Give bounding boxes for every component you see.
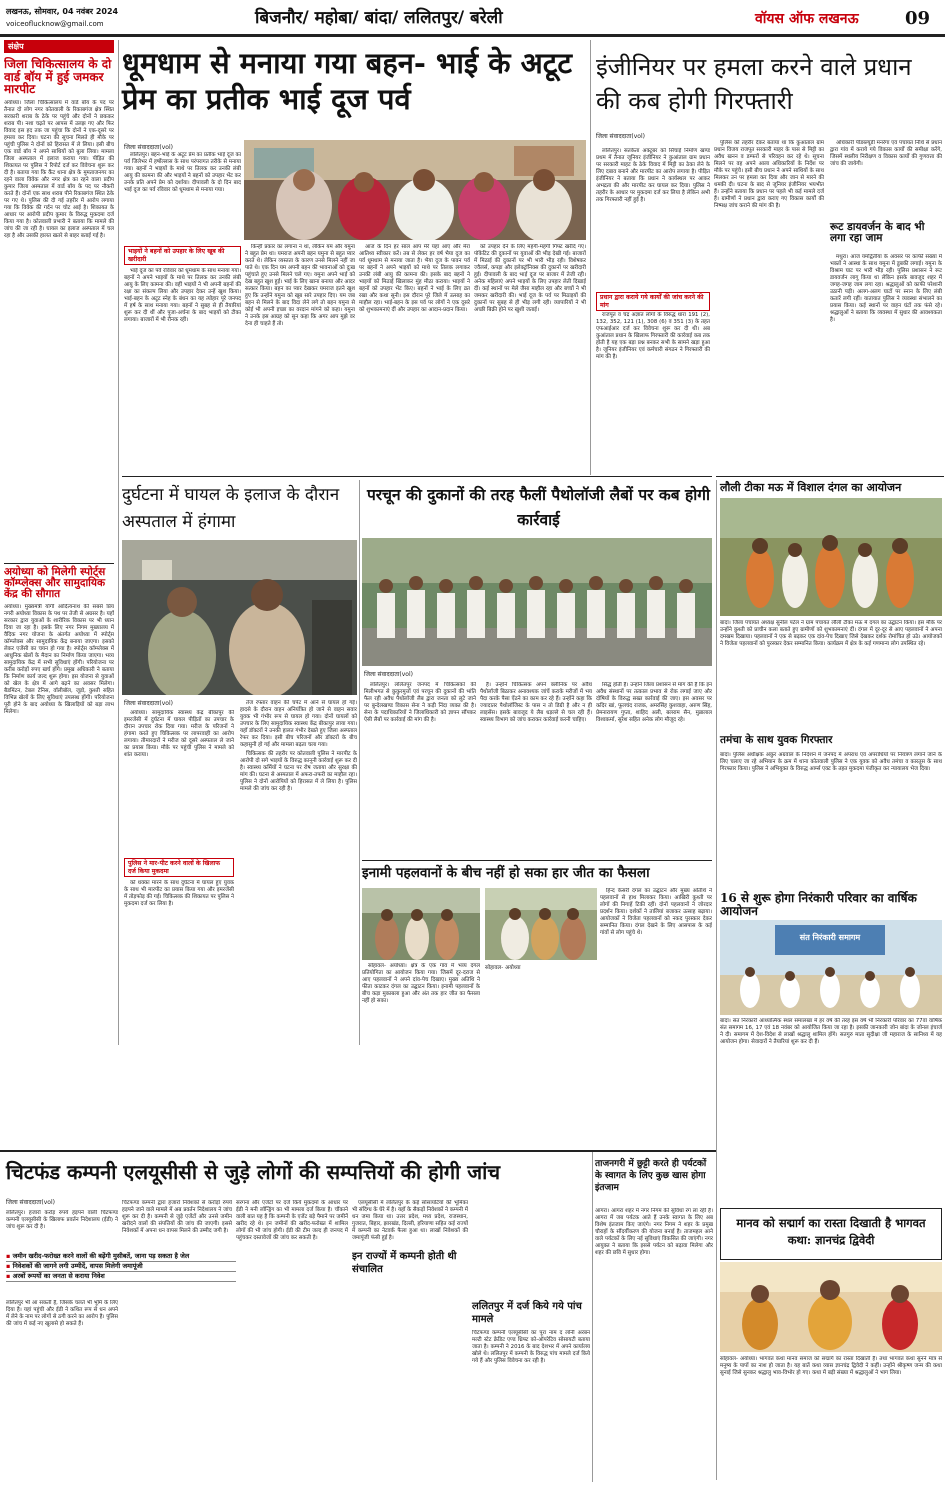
- arrest-headline: तमंचा के साथ युवक गिरफ्तार: [720, 734, 833, 746]
- accident-col3-text: चिकित्सक की तहरीर पर कोतवाली पुलिस ने मारपीट के आरोपी दो सगे भाइयों के विरुद्ध कानूनी कार्रवाई शुरू कर दी है। स्वास्थ्य कर्मियों ने घटना पर रोष जताया और सुरक्षा की मांग की। घटना से अस्पताल में अफरा-तफरी का माहौल रहा। पुलिस ने दोनों आरोपियों को हिरासत में ले लिया है। पुलिस मामले की जांच कर रही है।: [240, 751, 357, 792]
- chitfund-col3: सरगना और एजेंटों पर दर्ज किये मुकदमों के आधार पर ईडी ने मनी लॉन्ड्रिंग का भी मामला दर्ज किया है। चौंकाने वाली बात यह है कि कम्पनी के एजेंट बड़े पैमाने पर जमीनें खरीद रहे थे। इन जमीनों की खरीद-फरोख्त में शामिल लोगों की भी जांच होगी। ईडी की टीम जल्द ही जनपद में पहुंचकर दस्तावेजों की जांच कर सकती है।: [236, 1200, 348, 1241]
- hospital-photo: [122, 540, 357, 695]
- accident-col1-text: अयोध्या। सामुदायिक स्वास्थ्य केंद्र बीकापुर की इमरजेंसी में दुर्घटना में घायल पीड़ितों का उपचार के दौरान उपचार रोक दिया गया। मरीज के परिजनों ने हंगामा करते हुए चिकित्सक पर लापरवाही का आरोप लगाया। तीमारदारों ने मरीज को दूसरे अस्पताल ले जाने का प्रयास किया। मौके पर पहुंची पुलिस ने मामले को शांत कराया।: [124, 710, 234, 758]
- pathology-col1-text: ललितपुर। ललितपुर जनपद में चिकित्सकों की मिलीभगत से कुकुरमुत्तों एवं परचून की दुकानों की भांति फैल रही अवैध पैथोलॉजी लैब द्वारा जनता को लूटे जाने पर बुन्देलखण्ड विकास सेना ने कड़ी निंदा व्यक्त की है। सेना के पदाधिकारियों ने जिलाधिकारी को ज्ञापन सौंपकर ऐसी लैबों पर कार्रवाई की मांग की है।: [364, 682, 476, 723]
- engineer-subhead: प्रधान द्वारा कराये गये कार्यों की जांच करने की मांग: [596, 292, 710, 311]
- dangal-text: बांदा। जिला पंचायत अध्यक्ष सुनील पटेल ने ग्राम पंचायत लौली टीका मऊ में दंगल का उद्घाटन किया। इस मौके पर उन्होंने कुश्ती को प्राचीन कला बताते हुए ग्रामीणों को शुभकामनाएं दीं। दंगल में दूर-दूर से आए पहलवानों ने अपना दमखम दिखाया। पहलवानों ने एक से बढ़कर एक दांव-पेच दिखाए जिसे देखकर दर्शक रोमांचित हो उठे। आयोजकों ने विजेता पहलवानों को पुरस्कार देकर सम्मानित किया। कार्यक्रम में क्षेत्र के कई गणमान्य लोग उपस्थित रहे।: [720, 620, 942, 647]
- lead-col2-text: किन्हीं प्रकार का लगाना न था, लेकिन यम और यमुना ने बहुत प्रेम था। यमराज अपनी बहन यमुना से बहुत प्यार करते थे। लेकिन व्यस्तता के कारण उनसे मिलने नहीं जा पाते थे। एक दिन यम अपनी बहन की भावनाओं को दुःख पहुंचाते हुए उनसे मिलने चले गए। यमुना अपने भाई को देख बहुत खुश हुईं। भाई के लिए खाना बनाया और आदर सत्कार किया। बहन का प्यार देखकर यमराज इतने खुश हुए कि उन्होंने यमुना को खूब सारे उपहार दिए। यम जब बहन से मिलने के बाद विदा लेने लगे तो बहन यमुना से कोई भी अपनी इच्छा का वरदान मांगने को कहा। यमुना ने उनके इस आग्रह को सुन कहा कि अगर आप मुझे वर देना ही चाहते हैं तो।: [245, 244, 355, 327]
- bhagwat-text: सोहावल- अयोध्या। भागवत कथा मानव समाज को सद्मार्ग का रास्ता दिखाती है। तथा भागवत कथा सुनने मात्र से मनुष्य के पापों का नाश हो जाता है। यह बातें कथा व्यास ज्ञानचंद्र द्विवेदी ने कहीं। उन्होंने श्रीकृष्ण जन्म की कथा सुनाई जिसे सुनकर श्रद्धालु भाव-विभोर हो गए। कथा में बड़ी संख्या में श्रद्धालुओं ने भाग लिया।: [720, 1356, 942, 1376]
- masthead-email: voiceoflucknow@gmail.com: [6, 20, 104, 28]
- chitfund-col4-text: एलयूसीसी में ललितपुर के कई सोसायटियों की भूमिका भी संदिग्ध के घेरे में है। यहाँ के सैकड़ों निवेशकों ने कम्पनी में धन जमा किया था। उत्तर प्रदेश, मध्य प्रदेश, राजस्थान, गुजरात, बिहार, झारखंड, दिल्ली, हरियाणा सहित कई राज्यों में कम्पनी का नेटवर्क फैला हुआ था। लाखों निवेशकों की जमापूंजी फंसी हुई है।: [352, 1200, 468, 1241]
- samagam-banner: संत निरंकारी समागम: [799, 933, 861, 942]
- masthead-cities: बिजनौर/ महोबा/ बांदा/ ललितपुर/ बरेली: [255, 8, 503, 28]
- brief-text-1: अयोध्या। जिला चिकित्सालय में वार्ड बॉय के पद पर तैनात दो लोग नगर कोतवाली के रिकाबगंज क्षेत्र स्थित सरकारी शराब के ठेके पर पहुंचे और दोनों ने छककर शराब पी। नशा चढ़ते पर आपस में उलझ गए और फिर विवाद इस हद तक जा पहुंचा कि दोनों ने एक-दूसरे पर हमला कर दिया। घटना की सूचना मिलते ही मौके पर पहुंची पुलिस ने दोनों को हिरासत में ले लिया। इसी बीच एक वार्ड बॉय ने अपने साथियों को बुला लिया। मामला जिला अस्पताल में इलाज कराया गया। पीड़ित की शिकायत पर पुलिस ने रिपोर्ट दर्ज कर विवेचना शुरू कर दी है। बताया गया कि कैंट थाना क्षेत्र के मुमताजनगर का रहने वाला विवेक और नगर क्षेत्र का रहने वाला प्रदीप कुमार जिला अस्पताल में वार्ड बॉय के पद पर नौकरी करते हैं। दोनों एक साथ शराब पीने रिकाबगंज स्थित ठेके पर गए थे। पुलिस की दी गई तहरीर में आरोप लगाया गया कि विवेक की गर्दन पर चोट आई है। शिकायत के आधार पर आरोपी प्रदीप कुमार के विरुद्ध मुकदमा दर्ज किया गया है। कोतवाली प्रभारी ने बताया कि मामले की जांच की जा रही है। घायल का इलाज अस्पताल में चल रहा है और उसकी हालत खतरे से बाहर बताई गई है।: [4, 99, 114, 239]
- mid-rule: [122, 476, 712, 477]
- masthead-rule: [0, 34, 945, 37]
- accident-photo: [122, 540, 357, 695]
- wrestling-col1-text: सोहावल- अयोध्या। क्षेत्र के एक गांव में भव्य दंगल प्रतियोगिता का आयोजन किया गया। जिसमें दूर-दराज से आए पहलवानों ने अपने दांव-पेच दिखाए। मुख्य अतिथि ने फीता काटकर दंगल का उद्घाटन किया। इनामी पहलवानों के बीच कड़ा मुकाबला हुआ और अंत तक हार जीत का फैसला नहीं हो सका।: [362, 963, 480, 1004]
- masthead-date: लखनऊ, सोमवार, 04 नवंबर 2024: [6, 7, 119, 16]
- dangal-photo: [720, 498, 942, 616]
- accident-col2: [240, 700, 357, 1045]
- accident-col1: [124, 710, 234, 858]
- nirankari-text: बांदा। संत निरंकारी आध्यात्मिक स्थल समालखा में हर वर्ष की तरह इस वर्ष भी निरंकारी परिवार का 77वां वार्षिक संत समागम 16, 17 एवं 18 नवंबर को आयोजित किया जा रहा है। इसकी जानकारी जोन बांदा के जोनल इंचार्ज ने दी। समागम में देश-विदेश से लाखों श्रद्धालु शामिल होंगे। सतगुरु माता सुदीक्षा जी महाराज के सानिध्य में यह आयोजन होगा। सेवादारों ने तैयारियां शुरू कर दी हैं।: [720, 1018, 942, 1045]
- wrestling-photo-2: [485, 888, 597, 960]
- wrestlers-photo: [362, 888, 480, 960]
- lead-col4: [474, 244, 586, 468]
- center-vrule: [590, 40, 591, 475]
- masthead: [0, 0, 945, 36]
- dangal-headline: लौली टीका मऊ में विशाल दंगल का आयोजन: [720, 481, 902, 494]
- wrestling-col1: [362, 963, 480, 1045]
- brief-column: [4, 40, 114, 1045]
- arrest-text: बांदा। पुलिस अधीक्षक अंकुर अग्रवाल के निर्देशन में जनपद में अपराध एवं अपराधियों पर नियंत्रण लगाने जाने के लिए चलाए जा रहे अभियान के क्रम में थाना कोतवाली पुलिस ने एक युवक को अवैध तमंचा व कारतूस के साथ गिरफ्तार किया। पुलिस ने अभियुक्त के विरुद्ध आर्म्स एक्ट के तहत मुकदमा पंजीकृत कर न्यायालय भेज दिया।: [720, 752, 942, 772]
- lead-byline: जिला संवाददाता(vol): [124, 144, 173, 151]
- pathology-headline: परचून की दुकानों की तरह फैलीं पैथोलॉजी लैबों पर कब होगी कार्रवाई: [366, 485, 711, 529]
- brief-text-2: अयोध्या। मुख्यमंत्री योगी आदित्यनाथ की सबसे प्रिय नगरी अयोध्या विकास के पथ पर तेजी से अग्रसर है। यहाँ सरकार द्वारा युवाओं के शारीरिक विकास पर भी ध्यान दिया जा रहा है। इसके लिए नगर निगम मुख्यालय में वैदिक नगर योजना के अंतर्गत अयोध्या में स्पोर्ट्स कॉम्प्लेक्स और सामुदायिक केंद्र बनाया जाएगा। इसको लेकर एजेंसी का चयन हो गया है। स्पोर्ट्स कॉम्प्लेक्स में आधुनिक खेलों के मैदान का निर्माण किया जाएगा। भव्य सामुदायिक केंद्र में सभी सुविधाएं होंगी। परियोजना पर करीब करोड़ों रुपए खर्च होंगे। प्रमुख अधिकारी ने बताया कि निर्माण कार्य जल्द शुरू होगा। इस योजना से युवाओं को खेल के क्षेत्र में आगे बढ़ने का अवसर मिलेगा। बैडमिंटन, टेबल टेनिस, वॉलीबॉल, जूडो, कुश्ती सहित विभिन्न खेलों के लिए सुविधाएं उपलब्ध होंगी। परियोजना पूरी होने के बाद अयोध्या के खिलाड़ियों को बड़ा लाभ मिलेगा।: [4, 603, 114, 715]
- wrestling-col2: [600, 888, 712, 1045]
- brief-label: संक्षेप: [4, 40, 114, 53]
- tajnagari-text: आगरा। आगरा शहर में नगर निगम की सुविधा रंग ला रही है। आगरा में जब पर्यटक आते हैं उनके स्वागत के लिए अब विशेष इंतजाम किए जाएंगे। नगर निगम ने शहर के प्रमुख चौराहों के सौंदर्यीकरण की योजना बनाई है। ताजमहल आने वाले पर्यटकों के लिए नई सुविधाएं विकसित की जाएंगी। नगर आयुक्त ने बताया कि इससे पर्यटन को बढ़ावा मिलेगा और शहर की छवि में सुधार होगा।: [595, 1208, 713, 1256]
- chitfund-bullet-2: ▪ निवेशकों की जागने लगी उम्मीदें, वापस मिलेगी जमापूंजी: [6, 1262, 236, 1272]
- lead-col1-text: ललितपुर। बहन-भाई के अटूट प्रेम का प्रतीक भाई दूज का पर्व जिलेभर में हर्षोल्लास के साथ परंपरागत तरीके से मनाया गया। बहनों ने भाइयों के माथे पर तिलक कर उनकी लंबी आयु की कामना की और भाइयों ने बहनों को उपहार भेंट कर उनके प्रति अपने प्रेम को दर्शाया। दीपावली के दो दिन बाद भाई दूज का पर्व रविवार को धूमधाम से मनाया गया।: [124, 152, 241, 193]
- brief-headline-2: अयोध्या को मिलेगी स्पोर्ट्स कॉम्प्लेक्स और सामुदायिक केंद्र की सौगात: [4, 565, 106, 600]
- masthead-brand: वॉयस ऑफ लखनऊ: [755, 11, 859, 27]
- nirankari-headline: 16 से शुरू होगा निरंकारी परिवार का वार्षिक आयोजन: [720, 891, 917, 918]
- dangal-crowd-photo: [720, 498, 942, 616]
- chitfund-col2: चिटफण्ड कम्पनी द्वारा हजारों निवेशकों से करोड़ों रुपये हड़पने जाने वाले मामले में अब प्रवर्तन निदेशालय ने जांच शुरू कर दी है। कम्पनी से जुड़े एजेंटों और उनसे जमीन खरीदने वालों की संपत्तियों की जांच की जाएगी। इससे निवेशकों में अपना धन वापस मिलने की उम्मीद जगी है।: [122, 1200, 232, 1234]
- engineer-col3b-text: मथुरा। आज यमद्वितीया के अवसर पर काफी संख्या में भक्तों ने आस्था के साथ यमुना में डुबकी लगाई। यमुना के विश्राम घाट पर भारी भीड़ रही। पुलिस प्रशासन ने रूट डायवर्जन लागू किया था लेकिन इसके बावजूद शहर में जगह-जगह जाम लगा रहा। श्रद्धालुओं को काफी परेशानी उठानी पड़ी। अलग-अलग घाटों पर स्नान के लिए लंबी कतारें लगी रहीं। यातायात पुलिस ने व्यवस्था संभालने का प्रयास किया। कई स्थानों पर वाहन घंटों तक फंसे रहे। श्रद्धालुओं ने बताया कि व्यवस्था में सुधार की आवश्यकता है।: [830, 254, 942, 323]
- bhagwat-photo: [720, 1262, 942, 1352]
- memorandum-group-photo: [362, 538, 712, 666]
- chitfund-intro: ललितपुर। हजारों करोड़ रुपये हड़पने वाली चिटफण्ड कम्पनी एलयूसीसी के खिलाफ प्रवर्तन निदेशालय (ईडी) ने जांच शुरू कर दी है।: [6, 1210, 118, 1230]
- accident-col2-text: तेज रफ्तार वाहन की चपेट में आने से घायल हो गई। हादसे के दौरान वाहन अनियंत्रित हो जाने से वाहन सवार युवक भी गंभीर रूप से घायल हो गया। दोनों घायलों को उपचार के लिए सामुदायिक स्वास्थ्य केंद्र बीकापुर लाया गया। यहाँ डॉक्टरों ने उनकी हालत गंभीर देखते हुए जिला अस्पताल रेफर कर दिया। इसी बीच परिजनों और डॉक्टरों के बीच कहासुनी हो गई और मामला बढ़ता चला गया।: [240, 700, 357, 748]
- lead-col3: [359, 244, 470, 468]
- bhai-dooj-photo: [244, 140, 586, 240]
- wrestling-byline: सोहावल- अयोध्या: [485, 965, 521, 971]
- chitfund-bullet-3: ▪ अरबों रूपयों का जनता से कराया निवेश: [6, 1272, 236, 1282]
- lead-headline: धूमधाम से मनाया गया बहन- भाई के अटूट प्रेम का प्रतीक भाई दूज पर्व: [122, 46, 572, 116]
- chitfund-bullet-1: ▪ जमीन खरीद-फरोख्त करने वालों की बढ़ेंगी मुसीबतें, जाना पड़ सकता है जेल: [6, 1252, 236, 1262]
- lead-col1b-text: भाई दूज का पर्व रविवार को धूमधाम के साथ मनाया गया। बहनों ने अपने भाइयों के माथे पर तिलक कर उनकी लंबी आयु के लिए कामना की। वहीं भाइयों ने भी अपनी बहनों की रक्षा का संकल्प लिया और उपहार देकर उन्हें खुश किया। भाई-बहन के अटूट स्नेह के बंधन का यह त्योहार पूरे जनपद में हर्ष के साथ मनाया गया। बहनों ने सुबह से ही तैयारियां शुरू कर दी थीं और पूजा-अर्चना के बाद भाइयों को टीका लगाया। बाजारों में भी रौनक रही।: [124, 268, 241, 323]
- lead-photo: [244, 140, 586, 240]
- accident-vrule: [359, 480, 360, 1045]
- right-vrule: [716, 480, 717, 1480]
- engineer-col1-text: ललितपुर। सतर्कता अक्टूबर को सिंचाई निर्माण खण्ड प्रथम में तैनात जूनियर इंजीनियर ने कुआंताल ग्राम प्रधान पर सरकारी माहट के ठेके विवाद में मिट्टी का ठेका लेने के लिए दबाव बनाने और मारपीट का आरोप लगाया है। पीड़ित इंजीनियर ने बताया कि प्रधान ने कार्यस्थल पर आकर अभद्रता की और मारपीट कर घायल कर दिया। पुलिस ने तहरीर के आधार पर मुकदमा दर्ज कर लिया है लेकिन अभी तक गिरफ्तारी नहीं हुई है।: [596, 148, 710, 203]
- wrestling-headline: इनामी पहलवानों के बीच नहीं हो सका हार जीत का फैसला: [362, 865, 650, 881]
- lead-col4-text: को उपहार देने के लिए महंगी-महंगी गिफ्ट खरीदे गए। पॉकेटिट की दुकानों पर युवाओं की भीड़ देखी गई। बाजारों में मिठाई की दुकानों पर भी भारी भीड़ रही। विशेषकर ज्वैलर्स, कपड़ा और इलेक्ट्रॉनिक्स की दुकानों पर खरीदारी हुई। दीपावली के बाद भाई दूज पर बाजार में तेजी रही। अनेक महिलाएं अपने भाइयों के लिए उपहार लेती दिखाई दीं। कई स्थानों पर मेले जैसा माहौल रहा और बच्चों ने भी जमकर खरीदारी की। भाई दूज के पर्व पर मिठाइयों की दुकानों पर सुबह से ही भीड़ लगी रही। व्यापारियों ने भी अच्छी बिक्री होने पर खुशी जताई।: [474, 244, 586, 313]
- accident-col1b: [124, 880, 234, 1045]
- engineer-headline: इंजीनियर पर हमला करने वाले प्रधान की कब होगी गिरफ्तारी: [596, 53, 912, 115]
- lead-col1: [124, 152, 241, 247]
- chitfund-subhead-2: ललितपुर में दर्ज किये गये पांच मामले: [472, 1301, 582, 1325]
- chitfund-col1: ललितपुर भी आ सकती है, जिसके चलते भी भूमि के लिए दिया है। यहां पहुंची और ईडी ने कथित रूप से धन अपने में लेने के नाम पर लोगों से ठगी करने का आरोप है। पुलिस की जांच में कई नए खुलासे हो सकते हैं।: [6, 1300, 118, 1327]
- bhagwat-box: [720, 1208, 942, 1260]
- pathology-col2-text: है। उन्होंने चिकित्सक अपने क्लीनिक पर अवैध पैथोलॉजी बिठाकर अनावश्यक जांचें कराके मरीजों में भय पैदा करके पैसा ऐंठने का काम कर रहे हैं। उन्होंने कहा कि ज्यादातर पैथोलॉजिस्ट के पास न तो डिग्री है और न ही लाइसेंस। इसके बावजूद ये लैब धड़ल्ले से चल रही हैं। स्वास्थ्य विभाग को जांच कराकर कार्रवाई करनी चाहिए।: [480, 682, 592, 723]
- wrestling-col2-text: हिन्द केसरी दंगल का उद्घाटन और मुख्य अतिथि ने पहलवानों से हाथ मिलाकर किया। आखिरी कुश्ती पर लोगों की निगाहें टिकी रहीं। दोनों पहलवानों ने जोरदार प्रदर्शन किया। दर्शकों ने तालियां बजाकर उत्साह बढ़ाया। आयोजकों ने विजेता पहलवानों को नकद पुरस्कार देकर सम्मानित किया। दंगल देखने के लिए आसपास के कई गांवों से लोग पहुंचे थे।: [600, 888, 712, 936]
- brief-divider: [118, 40, 119, 1045]
- pathology-col2: [480, 682, 592, 857]
- engineer-byline: जिला संवाददाता(vol): [596, 133, 645, 140]
- engineer-subhead-2: रूट डायवर्जन के बाद भी लगा रहा जाम: [830, 221, 925, 245]
- engineer-col1b: [596, 312, 710, 472]
- lead-col1b: [124, 268, 241, 468]
- engineer-col2: [714, 140, 824, 472]
- pathology-byline: जिला संवाददाता(vol): [364, 671, 413, 678]
- engineer-col3b: [830, 254, 942, 472]
- lead-col2: [245, 244, 355, 468]
- accident-byline: जिला संवाददाता(vol): [124, 700, 173, 707]
- chitfund-rule: [0, 1150, 716, 1152]
- brief-headline-1: जिला चिकित्सालय के दो वार्ड बॉय में हुई जमकर मारपीट: [4, 57, 112, 97]
- pathology-col1: [364, 682, 476, 857]
- pathology-photo: [362, 538, 712, 666]
- engineer-col3: [830, 140, 942, 220]
- engineer-col1b-text: राजपूत व चंद्र अज्ञात लोगों के विरुद्ध धारा 191 (2), 132, 352, 121 (1), 308 (6) व 351 (3) के तहत एफआईआर दर्ज कर विवेचना शुरू कर दी थी। अब कुआंताल प्रधान के खिलाफ गिरफ्तारी की कार्रवाई कब तक होती है यह एक बड़ा प्रश्न बनकर सभी के सामने खड़ा हुआ है। जूनियर इंजीनियर एवं कर्मचारी संगठन ने गिरफ्तारी की मांग की है।: [596, 312, 710, 360]
- wrestling-photo: [362, 888, 480, 960]
- page-number: 09: [905, 8, 931, 29]
- nirankari-photo: [720, 920, 942, 1015]
- chitfund-headline: चिटफंड कम्पनी एलयूसीसी से जुड़े लोगों की सम्पत्तियों की होगी जांच: [6, 1160, 501, 1184]
- engineer-col3-text: अधिकारी पीडब्ल्यूडी मनरेगा एवं पंचायत निधि से प्रधान द्वारा गांव में कराये गये विकास कार्यों की समीक्षा करेंगे, जिसमें स्थलीय निरीक्षण व विकास कार्यों की गुणवत्ता की जांच की जायेगी।: [830, 140, 942, 167]
- pathology-col3: [596, 682, 712, 857]
- tajnagari-headline: ताजनगरी में छुट्टी करते ही पर्यटकों के स्वागत के लिए कुछ खास होगा इंतजाम: [595, 1159, 707, 1193]
- right-top-rule: [716, 476, 944, 477]
- katha-photo: [720, 1262, 942, 1352]
- chitfund-byline: जिला संवाददाता(vol): [6, 1199, 55, 1206]
- pathology-col3-text: सिद्ध होती है। उन्होंने जिला प्रशासन से मांग की है कि इन अवैध संस्थानों पर तत्काल प्रभाव से रोक लगाई जाए और दोषियों के विरुद्ध सख्त कार्रवाई की जाए। इस अवसर पर कदिर खां, फूलचंद राजक, अमरसिंह कुशवाहा, अरुण सिंह, प्रेमनारायण गुप्ता, शाहिद अली, बलराम सैन, मुन्नालाल विश्वकर्मा, सुरेश सहित अनेक लोग मौजूद रहे।: [596, 682, 712, 723]
- accident-headline: दुर्घटना में घायल के इलाज के दौरान अस्पताल में हंगामा: [122, 485, 340, 532]
- lead-subhead: भाइयों ने बहनों को उपहार के लिए खूब की खरीदारी: [124, 246, 241, 265]
- chitfund-subhead: इन राज्यों में कम्पनी होती थी संचालित: [352, 1251, 457, 1275]
- accident-subhead: पुलिस ने मार-पीट करने वालों के खिलाफ दर्ज किया मुकदमा: [124, 858, 234, 877]
- chitfund-vrule: [592, 1152, 593, 1482]
- wrestling-rule: [362, 860, 712, 861]
- bhagwat-headline: मानव को सद्मार्ग का रास्ता दिखाती है भागवत कथा: ज्ञानचंद्र द्विवेदी: [736, 1216, 926, 1247]
- accident-col1b-text: को धक्का मारने के साथ दुर्घटना में घायल हुए युवक के साथ भी मारपीट का प्रयास किया गया और इमरजेंसी में तोड़फोड़ की गई। चिकित्सक की शिकायत पर पुलिस ने मुकदमा दर्ज कर लिया है।: [124, 880, 234, 907]
- lead-col3-text: आज के दिन हर साल आप मेरे यहां आएं और मेरा आतिथ्य स्वीकार करें। तब से लेकर हर वर्ष भैया दूज का पर्व धूमधाम से मनाया जाता है। भैया दूज के पावन पर्व पर बहनों ने अपने भाइयों को माथे पर तिलक लगाकर उनकी लंबी आयु की कामना की। इसके बाद बहनों ने भाइयों को मिठाई खिलाकर मुंह मीठा कराया। भाइयों ने बहनों को उपहार भेंट किए। बहनों ने भाई के लिए व्रत रखा और कथा सुनी। इस दौरान पूरे जिले में उत्साह का माहौल रहा। भाई-बहन के इस पर्व पर लोगों ने एक दूसरे को शुभकामनाएं दीं और उपहार का आदान-प्रदान किया।: [359, 244, 470, 313]
- engineer-col2-text: पुलिस को तहरीर देकर बताया था कि कुआंताल ग्राम प्रधान विजय राजपूत सरकारी माहर के पास से मिट्टी का अवैध खनन व डम्फरों से परिवहन कर रहे थे। सूचना मिलने पर वह अपने आला अधिकारियों के निर्देश पर मौके पर पहुंचे। इसी बीच प्रधान ने अपने साथियों के साथ मिलकर उन पर हमला कर दिया और जान से मारने की धमकी दी। घटना के बाद से जूनियर इंजीनियर भयभीत हैं। उन्होंने बताया कि प्रधान पर पहले भी कई मामले दर्ज हैं। ग्रामीणों ने प्रधान द्वारा कराए गए विकास कार्यों की निष्पक्ष जांच कराने की मांग की है।: [714, 140, 824, 209]
- engineer-col1: [596, 148, 710, 290]
- dangal-guests-photo: [485, 888, 597, 960]
- chitfund-col5: चिटफण्ड कम्पनी एलयूसीसी का पूरा नाम द लोनी अरबन मल्टी स्टेट क्रेडिट एण्ड थ्रिफ्ट को-ऑपरेटिव सोसायटी बताया जाता है। कम्पनी ने 2016 के बाद देशभर में अपने कार्यालय खोले थे। ललितपुर में कम्पनी के विरुद्ध पांच मामले दर्ज किये गये हैं और पुलिस विवेचना कर रही है।: [472, 1330, 590, 1364]
- chitfund-col4: [352, 1200, 468, 1480]
